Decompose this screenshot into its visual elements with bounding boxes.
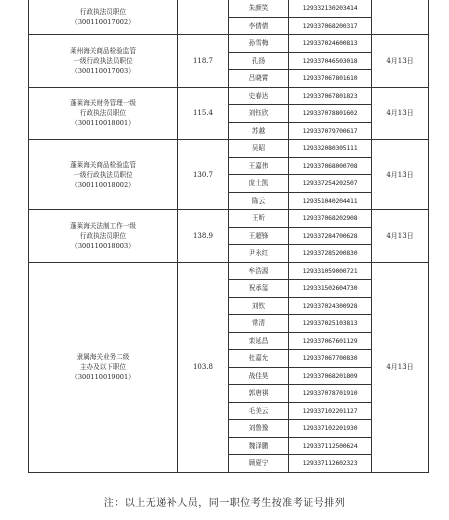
interview-date-cell: 4月13日 — [372, 210, 429, 263]
interview-date-cell: 4月13日 — [372, 87, 429, 140]
exam-number-cell: 129337102201127 — [289, 402, 372, 420]
candidate-name-cell: 吕晓霄 — [229, 70, 289, 88]
position-line: （300110019001） — [71, 373, 135, 381]
position-line: （300110018002） — [71, 180, 135, 189]
position-cell — [29, 35, 178, 88]
candidate-name-cell: 毛美云 — [229, 402, 289, 420]
candidate-name-cell: 郭唐祺 — [229, 385, 289, 403]
candidate-name-cell: 王嘉伟 — [229, 157, 289, 175]
table-row — [29, 262, 429, 280]
exam-number-cell: 129337067601129 — [289, 332, 372, 350]
candidate-name-cell: 吴昭 — [229, 140, 289, 158]
table-row — [29, 35, 429, 53]
candidate-name-cell: 尹永红 — [229, 245, 289, 263]
candidate-name-cell: 顾夏宁 — [229, 455, 289, 473]
exam-number-cell: 129337284700628 — [289, 227, 372, 245]
candidate-name-cell: 刘钦 — [229, 297, 289, 315]
exam-number-cell: 129337067801610 — [289, 70, 372, 88]
exam-number-cell: 129337254202507 — [289, 175, 372, 193]
interview-roster-table — [28, 0, 429, 473]
position-cell — [29, 210, 178, 263]
position-line: （300110017002） — [71, 18, 135, 26]
exam-number-cell: 129337079700617 — [289, 122, 372, 140]
min-score-cell: 103.8 — [178, 262, 229, 472]
position-line: （300110017003） — [71, 66, 135, 75]
position-line: 一级行政执法员职位 — [73, 170, 133, 179]
interview-date-cell: 4月13日 — [372, 140, 429, 210]
candidate-name-cell: 孙雪梅 — [229, 35, 289, 53]
min-score-cell: 130.7 — [178, 140, 229, 210]
footnote: 注：以上无递补人员，同一职位考生按准考证号排列 — [103, 498, 346, 509]
candidate-name-cell: 刘钰欣 — [229, 105, 289, 123]
exam-number-cell: 129337025103813 — [289, 315, 372, 333]
exam-number-cell: 129337068200317 — [289, 17, 372, 35]
candidate-name-cell: 史春达 — [229, 87, 289, 105]
candidate-name-cell: 朱颜笑 — [229, 0, 289, 17]
candidate-name-cell: 苏越 — [229, 122, 289, 140]
position-line: 行政执法员职位 — [79, 231, 127, 240]
position-line: 主办及以下职位 — [79, 363, 127, 371]
candidate-name-cell: 杜嘉允 — [229, 350, 289, 368]
table-row — [29, 210, 429, 228]
candidate-name-cell: 王超锋 — [229, 227, 289, 245]
candidate-name-cell: 王昕 — [229, 210, 289, 228]
exam-number-cell: 129337067801823 — [289, 87, 372, 105]
exam-number-cell: 129337112500624 — [289, 437, 372, 455]
exam-number-cell: 129331059000721 — [289, 262, 372, 280]
exam-number-cell: 129337067700830 — [289, 350, 372, 368]
table-row — [29, 0, 429, 17]
exam-number-cell: 129337078801602 — [289, 105, 372, 123]
position-cell — [29, 140, 178, 210]
candidate-name-cell: 刘鲁豫 — [229, 420, 289, 438]
position-line: （300110018003） — [71, 241, 135, 250]
candidate-name-cell: 祝承玺 — [229, 280, 289, 298]
candidate-name-cell: 庞士凯 — [229, 175, 289, 193]
position-line: 隶属海关业务二级 — [76, 353, 130, 361]
candidate-name-cell: 栾延昌 — [229, 332, 289, 350]
position-line: （300110018001） — [71, 119, 135, 128]
exam-number-cell: 129337024600813 — [289, 35, 372, 53]
interview-date-cell: 4月13日 — [372, 35, 429, 88]
table-row — [29, 87, 429, 105]
exam-number-cell: 129337078701910 — [289, 385, 372, 403]
interview-date-cell: 4月13日 — [372, 262, 429, 472]
position-line: 一级行政执法员职位 — [73, 56, 133, 65]
position-line: 行政执法员职位 — [79, 109, 127, 118]
position-line: 行政执法员职位 — [79, 8, 127, 16]
candidate-name-cell: 牟浩源 — [229, 262, 289, 280]
min-score-cell — [178, 0, 229, 35]
candidate-name-cell: 陈云 — [229, 192, 289, 210]
exam-number-cell: 129337068000708 — [289, 157, 372, 175]
table-row — [29, 140, 429, 158]
exam-number-cell: 129351040204411 — [289, 192, 372, 210]
exam-number-cell: 129337068201809 — [289, 367, 372, 385]
exam-number-cell: 129337102201930 — [289, 420, 372, 438]
exam-number-cell: 129337024300928 — [289, 297, 372, 315]
interview-date-cell — [372, 0, 429, 35]
exam-number-cell: 129332080305111 — [289, 140, 372, 158]
position-cell — [29, 0, 178, 35]
exam-number-cell: 129337046503018 — [289, 52, 372, 70]
candidate-name-cell: 李倩倩 — [229, 17, 289, 35]
exam-number-cell: 129337068202908 — [289, 210, 372, 228]
exam-number-cell: 129337285200830 — [289, 245, 372, 263]
exam-number-cell: 129331502604730 — [289, 280, 372, 298]
position-line: 蓬莱海关财务管理一级 — [70, 99, 136, 108]
position-cell — [29, 262, 178, 472]
exam-number-cell: 129337112602323 — [289, 455, 372, 473]
min-score-cell: 118.7 — [178, 35, 229, 88]
min-score-cell: 138.9 — [178, 210, 229, 263]
candidate-name-cell: 魏泽鹏 — [229, 437, 289, 455]
position-line: 蓬莱海关商品检验监管 — [70, 160, 136, 169]
candidate-name-cell: 孔扬 — [229, 52, 289, 70]
position-cell — [29, 87, 178, 140]
position-line: 莱州海关商品检验监管 — [70, 46, 136, 55]
candidate-name-cell: 战佳昊 — [229, 367, 289, 385]
min-score-cell: 115.4 — [178, 87, 229, 140]
candidate-name-cell: 常清 — [229, 315, 289, 333]
position-line: 蓬莱海关法制工作一级 — [70, 221, 136, 230]
exam-number-cell: 129332130203414 — [289, 0, 372, 17]
